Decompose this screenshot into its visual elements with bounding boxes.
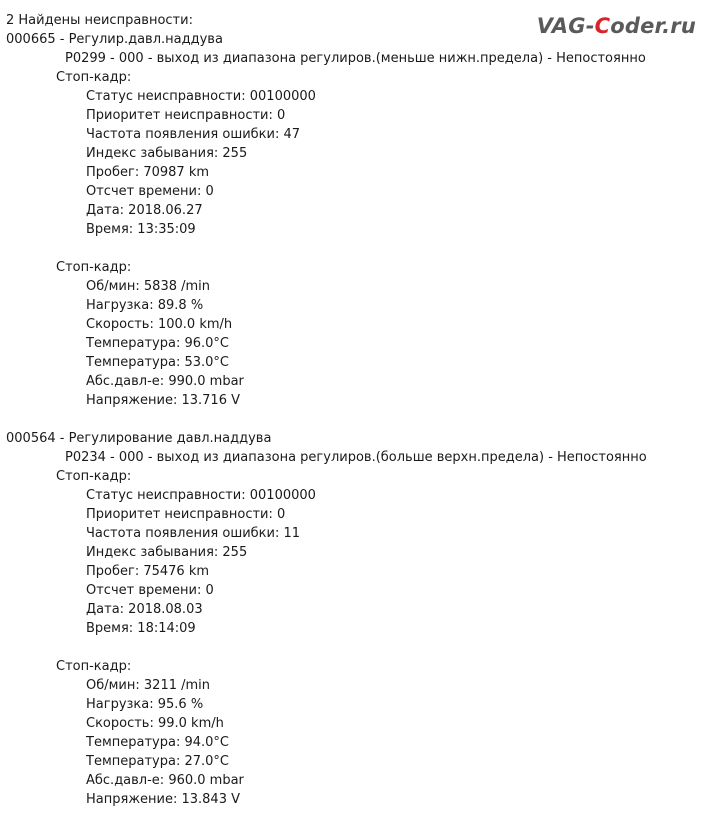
fault-detail: Время: 13:35:09	[86, 222, 196, 237]
freeze-frame-label: Стоп-кадр:	[56, 260, 132, 275]
fault-title: 000564 - Регулирование давл.наддува	[6, 431, 272, 446]
watermark-part2: C	[594, 14, 611, 38]
freeze-frame-value: Скорость: 99.0 km/h	[86, 716, 224, 731]
freeze-frame-label: Стоп-кадр:	[56, 659, 132, 674]
faults-header: 2 Найдены неисправности:	[6, 13, 193, 28]
freeze-frame-value: Напряжение: 13.716 V	[86, 393, 240, 408]
fault-detail: Дата: 2018.06.27	[86, 203, 203, 218]
freeze-frame-value: Нагрузка: 95.6 %	[86, 697, 204, 712]
fault-detail: Отсчет времени: 0	[86, 583, 214, 598]
fault-detail: Время: 18:14:09	[86, 621, 196, 636]
fault-detail: Статус неисправности: 00100000	[86, 488, 316, 503]
fault-code: P0299 - 000 - выход из диапазона регулиров.(меньше нижн.предела) - Непостоянно	[65, 51, 646, 66]
freeze-frame-label: Стоп-кадр:	[56, 70, 132, 85]
site-watermark	[537, 14, 696, 38]
freeze-frame-value: Скорость: 100.0 km/h	[86, 317, 233, 332]
fault-detail: Отсчет времени: 0	[86, 184, 214, 199]
fault-detail: Приоритет неисправности: 0	[86, 507, 286, 522]
fault-detail: Частота появления ошибки: 47	[86, 127, 301, 142]
fault-detail: Частота появления ошибки: 11	[86, 526, 301, 541]
fault-code: P0234 - 000 - выход из диапазона регулиров.(больше верхн.предела) - Непостоянно	[65, 450, 647, 465]
fault-title: 000665 - Регулир.давл.наддува	[6, 32, 223, 47]
fault-detail: Пробег: 70987 km	[86, 165, 210, 180]
fault-detail: Приоритет неисправности: 0	[86, 108, 286, 123]
fault-detail: Индекс забывания: 255	[86, 545, 248, 560]
watermark-part3: oder.ru	[610, 14, 696, 38]
watermark-part1: VAG-	[536, 14, 595, 38]
freeze-frame-value: Абс.давл-е: 960.0 mbar	[86, 773, 244, 788]
freeze-frame-value: Об/мин: 3211 /min	[86, 678, 211, 693]
freeze-frame-value: Абс.давл-е: 990.0 mbar	[86, 374, 244, 389]
fault-detail: Дата: 2018.08.03	[86, 602, 203, 617]
freeze-frame-value: Температура: 27.0°C	[86, 754, 229, 769]
freeze-frame-value: Температура: 53.0°C	[86, 355, 229, 370]
freeze-frame-value: Напряжение: 13.843 V	[86, 792, 240, 807]
freeze-frame-value: Об/мин: 5838 /min	[86, 279, 211, 294]
freeze-frame-label: Стоп-кадр:	[56, 469, 132, 484]
fault-detail: Пробег: 75476 km	[86, 564, 210, 579]
fault-detail: Индекс забывания: 255	[86, 146, 248, 161]
fault-detail: Статус неисправности: 00100000	[86, 89, 316, 104]
freeze-frame-value: Температура: 94.0°C	[86, 735, 229, 750]
freeze-frame-value: Нагрузка: 89.8 %	[86, 298, 204, 313]
freeze-frame-value: Температура: 96.0°C	[86, 336, 229, 351]
